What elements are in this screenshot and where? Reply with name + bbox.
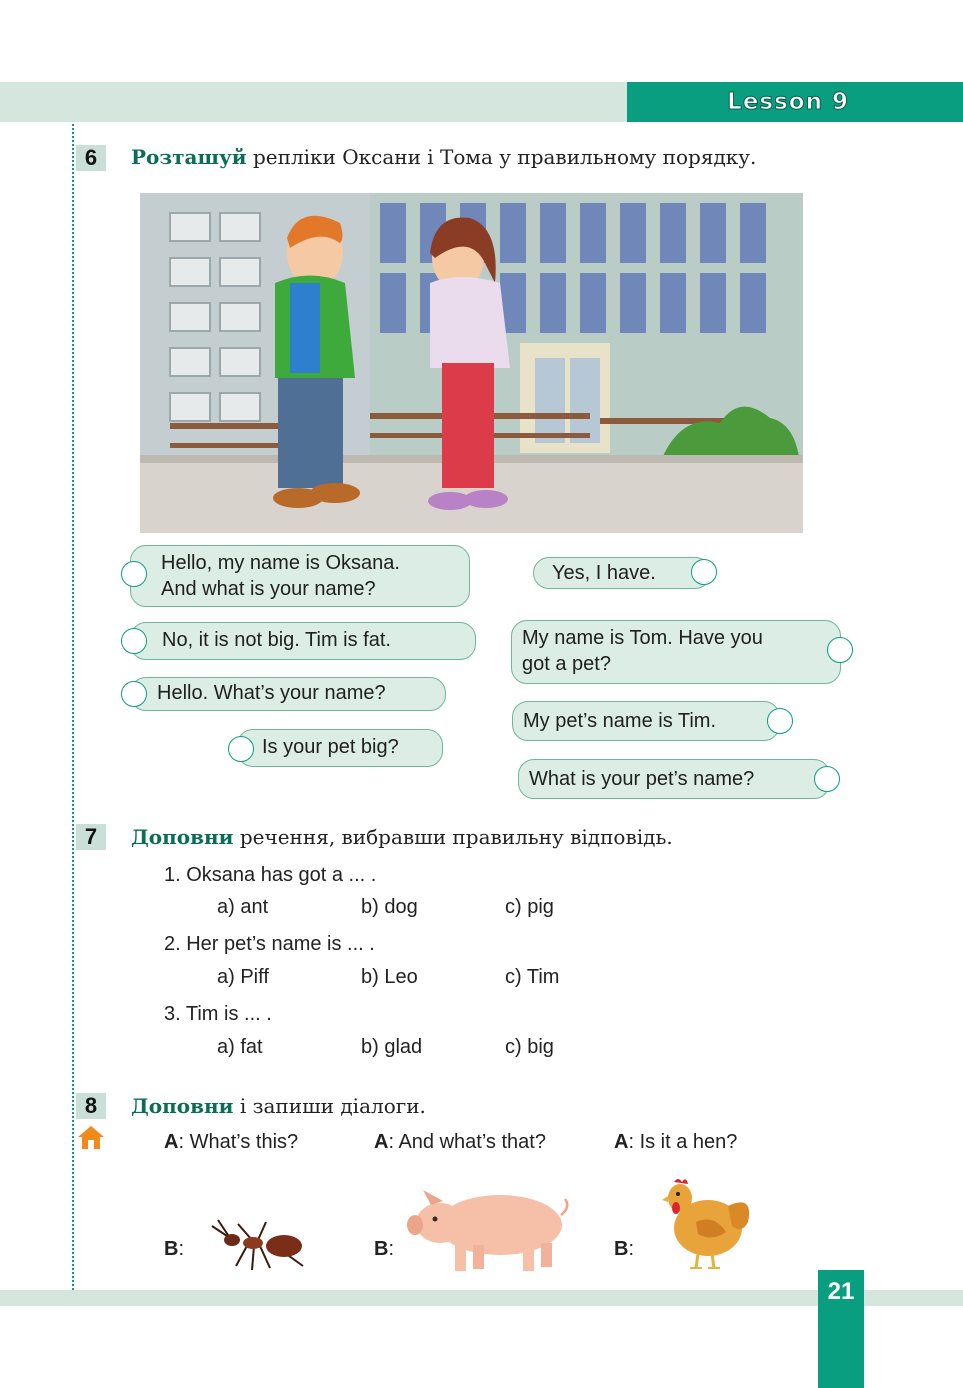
lesson-title: Lesson 9 bbox=[727, 89, 849, 115]
page-number: 21 bbox=[827, 1278, 855, 1305]
exercise-8-instruction: Доповни і запиши діалоги. bbox=[131, 1094, 426, 1118]
bubble-is-pet-big: Is your pet big? bbox=[237, 729, 443, 767]
question-1: 1. Oksana has got a ... . bbox=[164, 864, 377, 886]
bubble-yes-i-have: Yes, I have. bbox=[533, 557, 711, 589]
exercise-7-number: 7 bbox=[76, 824, 106, 850]
answer-circle[interactable] bbox=[121, 681, 147, 707]
bubble-hello-whats-your-name: Hello. What’s your name? bbox=[130, 677, 446, 711]
bubble-line: Hello, my name is Oksana. bbox=[161, 552, 400, 574]
bubble-my-name-tom bbox=[511, 620, 841, 684]
ant-picture bbox=[208, 1216, 318, 1274]
option-a[interactable]: a) fat bbox=[217, 1036, 263, 1058]
hen-picture bbox=[662, 1176, 754, 1272]
dialog-3-a: A: Is it a hen? bbox=[614, 1131, 738, 1153]
option-a[interactable]: a) Piff bbox=[217, 966, 269, 988]
dialog-1-b: B: bbox=[164, 1238, 185, 1260]
bubble-line: got a pet? bbox=[522, 653, 611, 675]
dialog-1-a: A: What’s this? bbox=[164, 1131, 299, 1153]
answer-circle[interactable] bbox=[121, 561, 147, 587]
answer-circle[interactable] bbox=[121, 628, 147, 654]
question-3: 3. Tim is ... . bbox=[164, 1003, 272, 1025]
question-2: 2. Her pet’s name is ... . bbox=[164, 933, 375, 955]
option-a[interactable]: a) ant bbox=[217, 896, 269, 918]
bubble-whats-pet-name: What is your pet’s name? bbox=[518, 759, 830, 799]
exercise-6-number: 6 bbox=[76, 145, 106, 171]
answer-circle[interactable] bbox=[814, 766, 840, 792]
exercise-7-instruction: Доповни речення, вибравши правильну відповідь. bbox=[131, 825, 673, 849]
option-b[interactable]: b) glad bbox=[361, 1036, 423, 1058]
bubble-hello-oksana bbox=[130, 545, 470, 607]
option-c[interactable]: c) Tim bbox=[505, 966, 560, 988]
bubble-pet-name-tim: My pet’s name is Tim. bbox=[512, 701, 780, 741]
home-icon bbox=[77, 1124, 105, 1150]
pig-picture bbox=[405, 1185, 575, 1273]
dialog-2-b: B: bbox=[374, 1238, 395, 1260]
option-b[interactable]: b) Leo bbox=[361, 966, 418, 988]
answer-circle[interactable] bbox=[691, 559, 717, 585]
exercise-6-instruction: Розташуй репліки Оксани і Тома у правильному порядку. bbox=[131, 145, 757, 169]
bubble-line: My name is Tom. Have you bbox=[522, 627, 763, 649]
answer-circle[interactable] bbox=[228, 736, 254, 762]
option-c[interactable]: c) big bbox=[505, 1036, 554, 1058]
exercise-8-number: 8 bbox=[76, 1093, 106, 1119]
answer-circle[interactable] bbox=[767, 708, 793, 734]
option-b[interactable]: b) dog bbox=[361, 896, 418, 918]
margin-dotted-line bbox=[72, 124, 74, 1294]
answer-circle[interactable] bbox=[827, 637, 853, 663]
kids-illustration bbox=[140, 193, 803, 533]
dialog-3-b: B: bbox=[614, 1238, 635, 1260]
bubble-line: And what is your name? bbox=[161, 578, 376, 600]
dialog-2-a: A: And what’s that? bbox=[374, 1131, 546, 1153]
bubble-not-big: No, it is not big. Tim is fat. bbox=[130, 622, 476, 660]
option-c[interactable]: c) pig bbox=[505, 896, 554, 918]
